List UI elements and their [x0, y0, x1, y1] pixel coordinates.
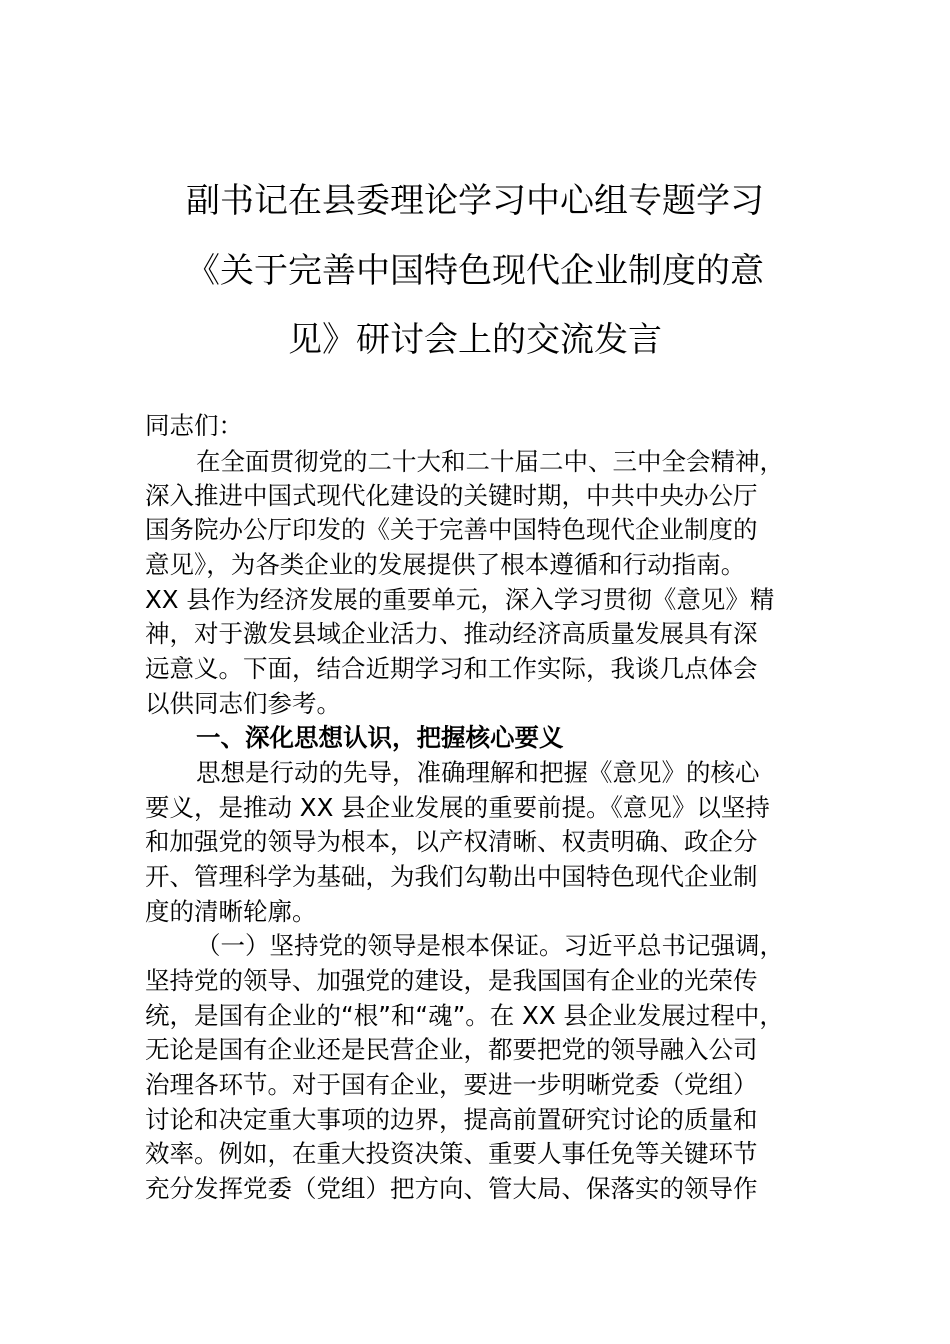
paragraph-line: 和加强党的领导为根本，以产权清晰、权责明确、政企分 — [145, 827, 758, 856]
paragraph-line: 度的清晰轮廓。 — [145, 897, 317, 926]
paragraph-line: 讨论和决定重大事项的边界，提高前置研究讨论的质量和 — [145, 1105, 758, 1134]
paragraph-line: 坚持党的领导、加强党的建设，是我国国有企业的光荣传 — [145, 966, 758, 995]
paragraph-line: 神，对于激发县域企业活力、推动经济高质量发展具有深 — [145, 619, 758, 648]
paragraph-line: 深入推进中国式现代化建设的关键时期，中共中央办公厅 — [145, 481, 758, 510]
paragraph-line: 意见》，为各类企业的发展提供了根本遵循和行动指南。 — [145, 550, 746, 579]
paragraph-line: 统，是国有企业的“根”和“魂”。在 XX 县企业发展过程中， — [145, 1001, 784, 1030]
salutation: 同志们： — [145, 411, 243, 440]
paragraph-line: 远意义。下面，结合近期学习和工作实际，我谈几点体会 — [145, 654, 758, 683]
paragraph-line: 治理各环节。对于国有企业，要进一步明晰党委（党组） — [145, 1070, 758, 1099]
paragraph-line: （一）坚持党的领导是根本保证。习近平总书记强调， — [196, 931, 784, 960]
paragraph-line: 国务院办公厅印发的《关于完善中国特色现代企业制度的 — [145, 515, 758, 544]
paragraph-line: 以供同志们参考。 — [145, 689, 341, 718]
paragraph-line: 思想是行动的先导，准确理解和把握《意见》的核心 — [196, 758, 760, 787]
paragraph-line: 要义，是推动 XX 县企业发展的重要前提。《意见》以坚持 — [145, 793, 770, 822]
paragraph-line: 效率。例如，在重大投资决策、重要人事任免等关键环节 — [145, 1139, 758, 1168]
document-title-line-2: 《关于完善中国特色现代企业制度的意 — [186, 251, 764, 291]
document-title-line-1: 副书记在县委理论学习中心组专题学习 — [186, 181, 764, 221]
paragraph-line: XX 县作为经济发展的重要单元，深入学习贯彻《意见》精 — [145, 585, 775, 614]
paragraph-line: 无论是国有企业还是民营企业，都要把党的领导融入公司 — [145, 1035, 758, 1064]
section-heading: 一、深化思想认识，把握核心要义 — [196, 723, 564, 752]
document-title-line-3: 见》研讨会上的交流发言 — [288, 320, 662, 360]
paragraph-line: 开、管理科学为基础，为我们勾勒出中国特色现代企业制 — [145, 862, 758, 891]
paragraph-line: 充分发挥党委（党组）把方向、管大局、保落实的领导作 — [145, 1174, 758, 1203]
paragraph-line: 在全面贯彻党的二十大和二十届二中、三中全会精神， — [196, 447, 784, 476]
